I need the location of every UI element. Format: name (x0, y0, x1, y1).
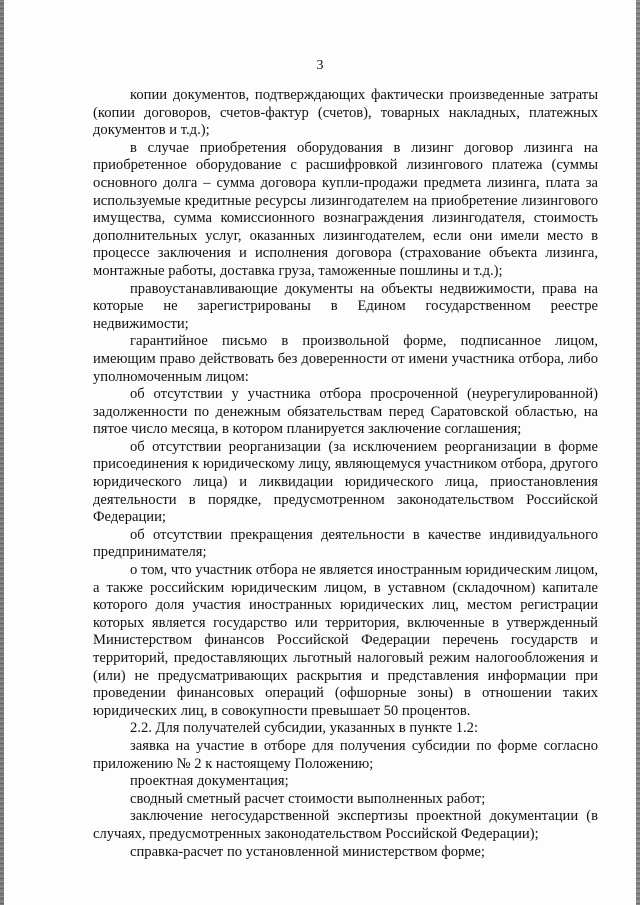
paragraph-cost-estimate: сводный сметный расчет стоимости выполненных работ; (130, 790, 486, 807)
paragraph-guarantee-letter: гарантийное письмо в произвольной форме, подписанное лицом, имеющим право действовать без доверенности от имени участника отбора, либо уполномоченным лицом: (93, 333, 598, 385)
paragraph-not-foreign-entity: о том, что участник отбора не является иностранным юридическим лицом, а также российским юридическим лицом, в уставном (складочном) капитале которого доля участия иностранных юридических лиц, местом регистрации которых является государство или территория, включенные в утвержденный Министерством финансов Российской Федерации перечень государств и территорий, предоставляющих льготный налоговый режим налогообложения и (или) не предусматривающих раскрытия и представления информации при проведении финансовых операций (офшорные зоны) в отношении таких юридических лиц, в совокупности превышает 50 процентов. (93, 562, 598, 719)
paragraph-no-reorganization: об отсутствии реорганизации (за исключением реорганизации в форме присоединения к юридическому лицу, являющемуся участником отбора, другого юридического лица) и ликвидации юридического лица, приостановления деятельности в порядке, предусмотренном законодательством Российской Федерации; (93, 438, 598, 526)
paragraph-application-form: заявка на участие в отборе для получения субсидии по форме согласно приложению № 2 к настоящему Положению; (93, 737, 598, 772)
scan-edge-right (636, 0, 640, 905)
paragraph-title-documents: правоустанавливающие документы на объекты недвижимости, права на которые не зарегистрированы в Едином государственном реестре недвижимости; (93, 280, 598, 332)
paragraph-no-overdue-debt: об отсутствии у участника отбора просроченной (неурегулированной) задолженности по денежным обязательствам перед Саратовской областью, на пятое число месяца, в котором планируется заключение соглашения; (93, 386, 598, 438)
page-number: 3 (316, 58, 324, 73)
paragraph-copies-of-documents: копии документов, подтверждающих фактически произведенные затраты (копии договоров, счетов-фактур (счетов), товарных накладных, платежных документов и т.д.); (93, 87, 598, 139)
paragraph-leasing-contract: в случае приобретения оборудования в лизинг договор лизинга на приобретенное оборудование с расшифровкой лизингового платежа (суммы основного долга – сумма договора купли-продажи предмета лизинга, плата за используемые кредитные ресурсы лизингодателем на приобретение лизингового имущества, сумма комиссионного вознаграждения лизингодателя, стоимость дополнительных услуг, оказанных лизингодателем, если они имели место в процессе заключения и исполнения договора (страхование объекта лизинга, монтажные работы, доставка груза, таможенные пошлины и т.д.); (93, 139, 598, 279)
scan-edge-left (0, 0, 4, 905)
paragraph-section-2-2: 2.2. Для получателей субсидии, указанных в пункте 1.2: (130, 720, 478, 737)
document-body (93, 87, 598, 861)
paragraph-expert-conclusion: заключение негосударственной экспертизы проектной документации (в случаях, предусмотренных законодательством Российской Федерации); (93, 808, 598, 842)
paragraph-project-documentation: проектная документация; (130, 773, 289, 790)
paragraph-calculation-certificate: справка-расчет по установленной министерством форме; (130, 843, 485, 860)
paragraph-no-termination: об отсутствии прекращения деятельности в качестве индивидуального предпринимателя; (93, 526, 598, 561)
